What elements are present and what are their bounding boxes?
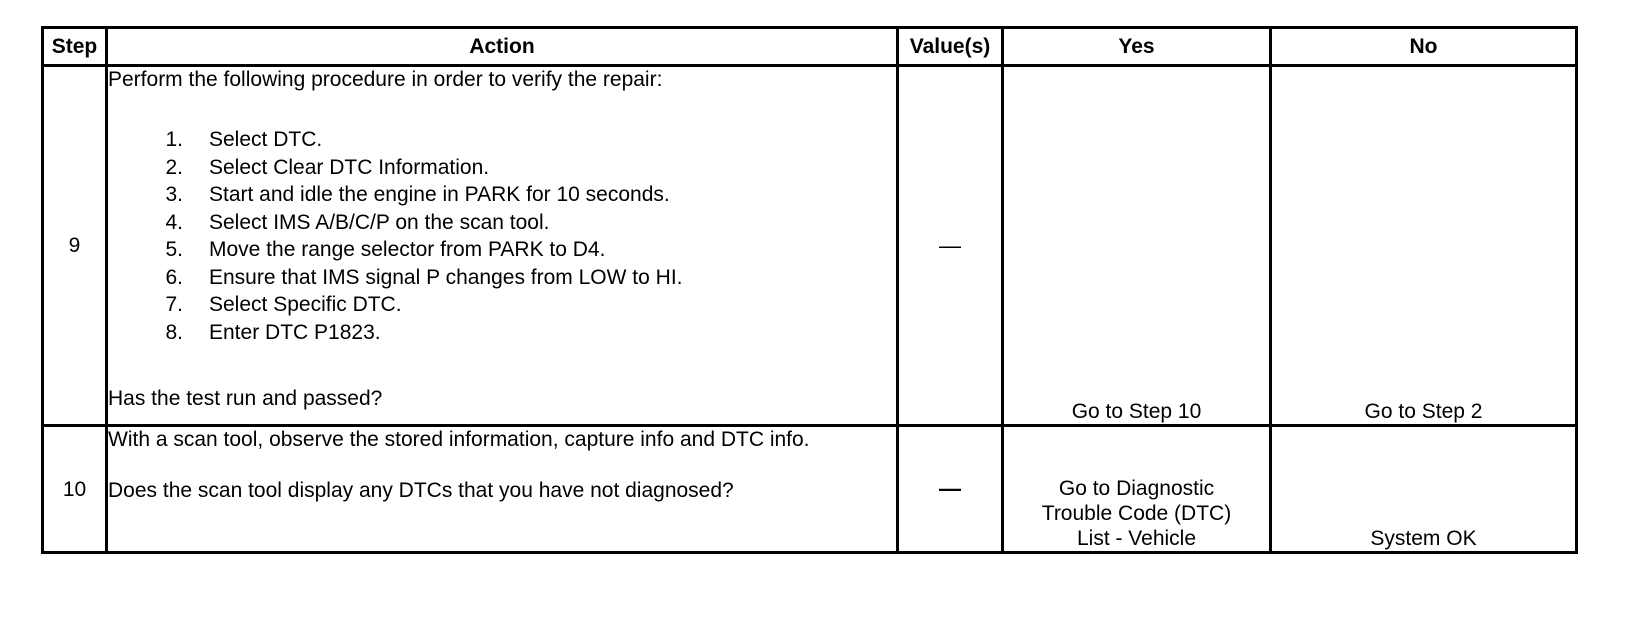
step-number: 10 [43,426,107,553]
list-item [108,154,896,182]
list-item-text: Enter DTC P1823. [209,320,381,344]
list-item [108,291,896,319]
no-cell: System OK [1271,426,1577,553]
list-item-number: 8. [165,320,183,344]
header-no: No [1271,28,1577,66]
list-item-text: Start and idle the engine in PARK for 10 seconds. [209,183,670,206]
value-dash: — [939,476,961,501]
header-yes: Yes [1003,28,1271,66]
list-item-text: Ensure that IMS signal P changes from LOW to HI. [209,265,683,289]
list-item-text: Select DTC. [209,128,323,151]
list-item [108,264,896,292]
value-cell [898,66,1003,426]
action-question: Does the scan tool display any DTCs that you have not diagnosed? [108,479,734,502]
value-cell [898,426,1003,553]
yes-line: Trouble Code (DTC) [1041,502,1232,525]
list-item-number: 3. [165,183,183,206]
list-item [108,126,896,154]
header-step: Step [43,28,107,66]
list-item [108,209,896,237]
action-question: Has the test run and passed? [108,387,383,410]
header-action: Action [107,28,898,66]
table-row-step-10 [43,426,1577,553]
list-item-number: 5. [165,238,183,261]
list-item-text: Select Clear DTC Information. [209,155,490,179]
table-header-row [43,28,1577,66]
action-intro: Perform the following procedure in order to verify the repair: [108,68,663,91]
list-item-text: Move the range selector from PARK to D4. [209,238,606,261]
table-row-step-9 [43,66,1577,426]
list-item-number: 6. [165,265,183,289]
diagnostic-table [41,26,1578,554]
procedure-list [108,126,896,346]
list-item-number: 4. [165,210,183,234]
yes-line: List - Vehicle [1076,527,1197,550]
header-values: Value(s) [898,28,1003,66]
action-intro: With a scan tool, observe the stored information, capture info and DTC info. [108,428,810,451]
list-item-text: Select Specific DTC. [209,293,402,316]
step-number: 9 [43,66,107,426]
list-item-number: 1. [165,128,183,151]
no-cell: Go to Step 2 [1271,66,1577,426]
action-cell [107,66,898,426]
yes-line: Go to Diagnostic [1058,477,1215,500]
list-item [108,181,896,209]
value-dash: — [939,232,961,258]
list-item-number: 2. [165,155,183,179]
list-item-text: Select IMS A/B/C/P on the scan tool. [209,210,550,234]
list-item [108,236,896,264]
yes-cell [1003,426,1271,553]
action-cell [107,426,898,553]
list-item-number: 7. [165,293,183,316]
list-item [108,319,896,347]
yes-cell: Go to Step 10 [1003,66,1271,426]
